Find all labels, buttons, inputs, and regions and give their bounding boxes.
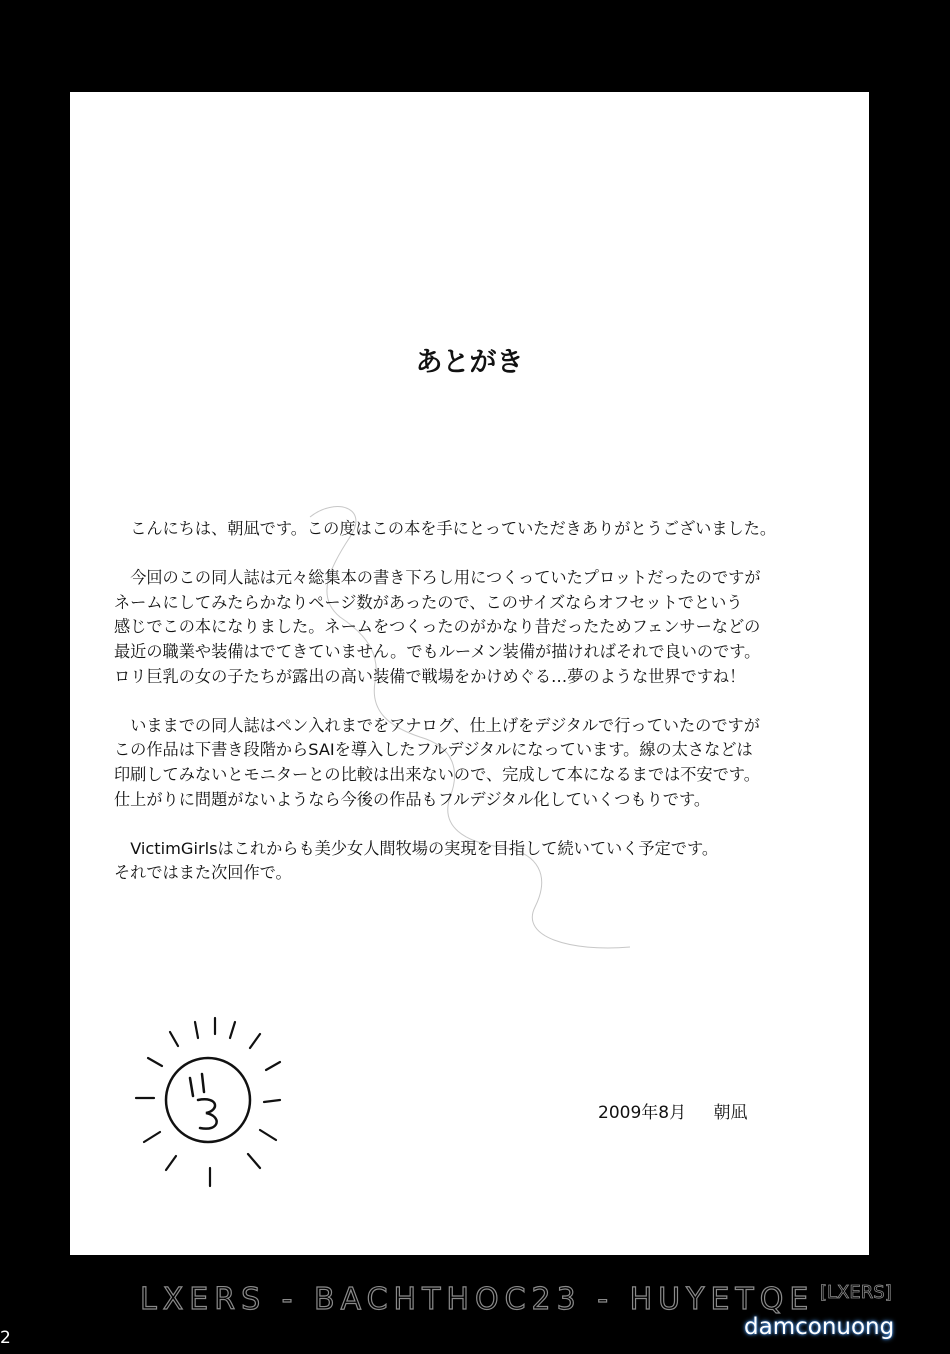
page-number: 2 [0, 1328, 11, 1348]
paragraph-plot [114, 566, 854, 689]
paragraph-greeting [114, 517, 854, 542]
text-line: ネームにしてみたらかなりページ数があったので、このサイズならオフセットでという [114, 592, 743, 612]
document-page [70, 92, 869, 1255]
page-title: あとがき [415, 347, 524, 378]
sun-face-doodle-icon [120, 1000, 300, 1200]
text-line: 印刷してみないとモニターとの比較は出来ないので、完成して本になるまでは不安です。 [114, 764, 760, 784]
afterword-body [114, 517, 854, 911]
text-line: それではまた次回作で。 [114, 863, 292, 883]
text-line: 感じでこの本になりました。ネームをつくったのがかなり昔だったためフェンサーなどの [114, 617, 761, 637]
scanlation-tag: [LXERS] [820, 1282, 892, 1303]
signature [598, 1098, 748, 1123]
signature-author: 朝凪 [713, 1103, 748, 1123]
text-line: この作品は下書き段階からSAIを導入したフルデジタルになっています。線の太さなどは [114, 740, 753, 760]
text-line: 仕上がりに問題がないようなら今後の作品もフルデジタル化していくつもりです。 [114, 789, 711, 809]
text-line: いままでの同人誌はペン入れまでをアナログ、仕上げをデジタルで行っていたのですが [130, 715, 760, 735]
text-line: VictimGirlsはこれからも美少女人間牧場の実現を目指して続いていく予定です。 [130, 838, 719, 858]
text-line: ロリ巨乳の女の子たちが露出の高い装備で戦場をかけめぐる…夢のような世界ですね！ [114, 666, 746, 686]
text-line: こんにちは、朝凪です。この度はこの本を手にとっていただきありがとうございました。 [130, 519, 777, 538]
text-line: 最近の職業や装備はでてきていません。でもルーメン装備が描ければそれで良いのです。 [114, 641, 761, 661]
paragraph-closing [114, 837, 854, 886]
text-line: 今回のこの同人誌は元々総集本の書き下ろし用につくっていたプロットだったのですが [130, 568, 761, 588]
site-watermark: damconuong [744, 1314, 895, 1340]
paragraph-digital [114, 714, 854, 812]
scanlation-credits: LXERS - BACHTHOC23 - HUYETQE [140, 1282, 815, 1317]
signature-date: 2009年8月 [598, 1103, 687, 1123]
